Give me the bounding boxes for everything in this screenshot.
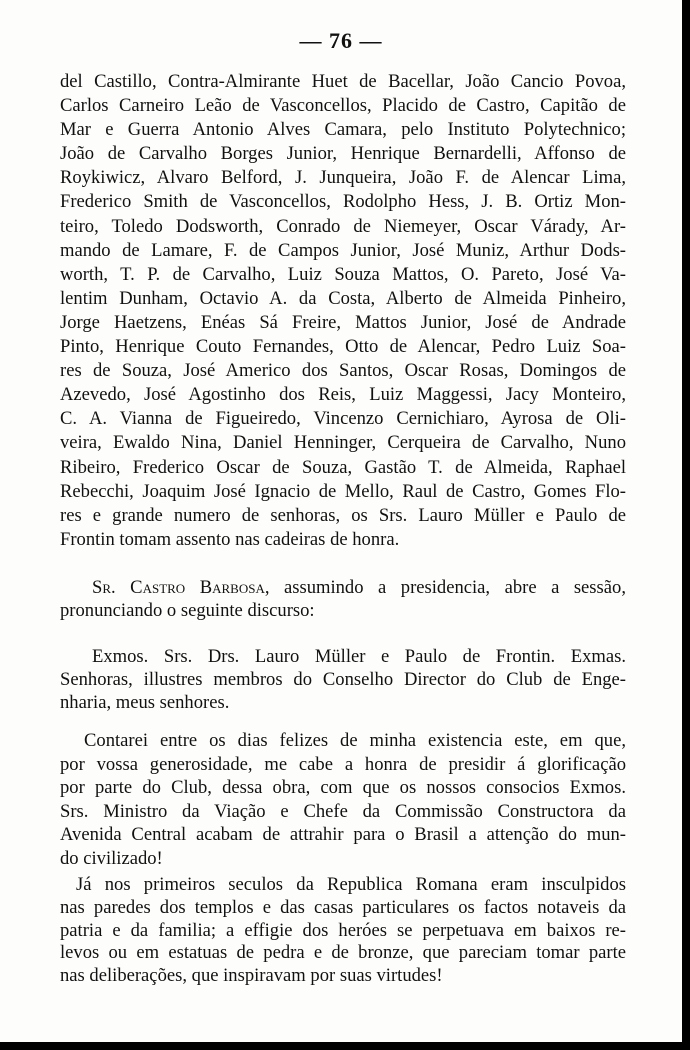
speech-paragraph-2 — [60, 874, 626, 988]
text-line: Exmos. Srs. Drs. Lauro Müller e Paulo de Frontin. Exmas. — [92, 646, 626, 667]
text-line: do civilizado! — [60, 847, 163, 869]
attendees-paragraph — [60, 70, 626, 552]
text-line: Frederico Smith de Vasconcellos, Rodolpho Hess, J. B. Ortiz Mon- — [60, 191, 626, 213]
text-line: Srs. Ministro da Viação e Chefe da Commissão Constructora da — [60, 800, 626, 822]
text-line: del Castillo, Contra-Almirante Huet de Bacellar, João Cancio Povoa, — [60, 71, 626, 92]
text-line: nharia, meus senhores. — [60, 692, 230, 713]
text-line: Rebecchi, Joaquim José Ignacio de Mello, Raul de Castro, Gomes Flo- — [60, 480, 626, 502]
text-line: Frontin tomam assento nas cadeiras de honra. — [60, 528, 400, 550]
intro-paragraph — [60, 576, 626, 622]
text-line: C. A. Vianna de Figueiredo, Vincenzo Cernichiaro, Ayrosa de Oli- — [60, 408, 626, 430]
text-line: Jorge Haetzens, Enéas Sá Freire, Mattos Junior, José de Andrade — [60, 311, 626, 333]
text-line: João de Carvalho Borges Junior, Henrique Bernardelli, Affonso de — [60, 143, 626, 165]
text-line: nas paredes dos templos e das casas particulares os factos notaveis da — [60, 896, 626, 918]
text-line: pronunciando o seguinte discurso: — [60, 600, 315, 621]
text-line: Azevedo, José Agostinho dos Reis, Luiz Maggessi, Jacy Monteiro, — [60, 384, 626, 406]
text-line: Pinto, Henrique Couto Fernandes, Otto de Alencar, Pedro Luiz Soa- — [60, 336, 626, 358]
text-line: mando de Lamare, F. de Campos Junior, José Muniz, Arthur Dods- — [60, 239, 626, 261]
intro-line-rest: assumindo a presidencia, abre a sessão, — [283, 577, 626, 598]
text-line: res e grande numero de senhoras, os Srs. Lauro Müller e Paulo de — [60, 504, 626, 526]
text-line: teiro, Toledo Dodsworth, Conrado de Niemeyer, Oscar Várady, Ar- — [60, 215, 626, 237]
speaker-title: Sr. — [92, 577, 116, 598]
text-line: por vossa generosidade, me cabe a honra de presidir á glorificação — [60, 753, 626, 775]
text-line — [60, 576, 626, 599]
text-line: Carlos Carneiro Leão de Vasconcellos, Placido de Castro, Capitão de — [60, 95, 626, 117]
speaker-name: Castro Barbosa, — [130, 577, 270, 598]
text-line: Avenida Central acabam de attrahir para o Brasil a attenção do mun- — [60, 824, 626, 845]
text-line: worth, T. P. de Carvalho, Luiz Souza Mattos, O. Pareto, José Va- — [60, 263, 626, 285]
text-line: Senhoras, illustres membros do Conselho Director do Club de Enge- — [60, 669, 626, 690]
text-line: Já nos primeiros seculos da Republica Romana eram insculpidos — [76, 874, 626, 895]
text-line: veira, Ewaldo Nina, Daniel Henninger, Cerqueira de Carvalho, Nuno — [60, 432, 626, 454]
text-line: levos ou em estatuas de pedra e de bronze, que pareciam tomar parte — [60, 942, 626, 964]
speech-salutation — [60, 645, 626, 714]
text-line: Ribeiro, Frederico Oscar de Souza, Gastão T. de Almeida, Raphael — [60, 456, 626, 478]
speech-paragraph-1 — [60, 729, 626, 870]
text-line: patria e da familia; a effigie dos heróes se perpetuava em baixos re- — [60, 919, 626, 941]
text-line: res de Souza, José Americo dos Santos, Oscar Rosas, Domingos de — [60, 360, 626, 382]
page-number: — 76 — — [299, 28, 383, 53]
text-line: Mar e Guerra Antonio Alves Camara, pelo Instituto Polytechnico; — [60, 119, 626, 141]
text-line: Roykiwicz, Alvaro Belford, J. Junqueira, João F. de Alencar Lima, — [60, 167, 626, 189]
text-line: lentim Dunham, Octavio A. da Costa, Alberto de Almeida Pinheiro, — [60, 287, 626, 309]
text-line: nas deliberações, que inspiravam por suas virtudes! — [60, 965, 443, 987]
text-line: Contarei entre os dias felizes de minha existencia este, em que, — [84, 730, 626, 751]
text-line: por parte do Club, dessa obra, com que os nossos consocios Exmos. — [60, 777, 626, 798]
